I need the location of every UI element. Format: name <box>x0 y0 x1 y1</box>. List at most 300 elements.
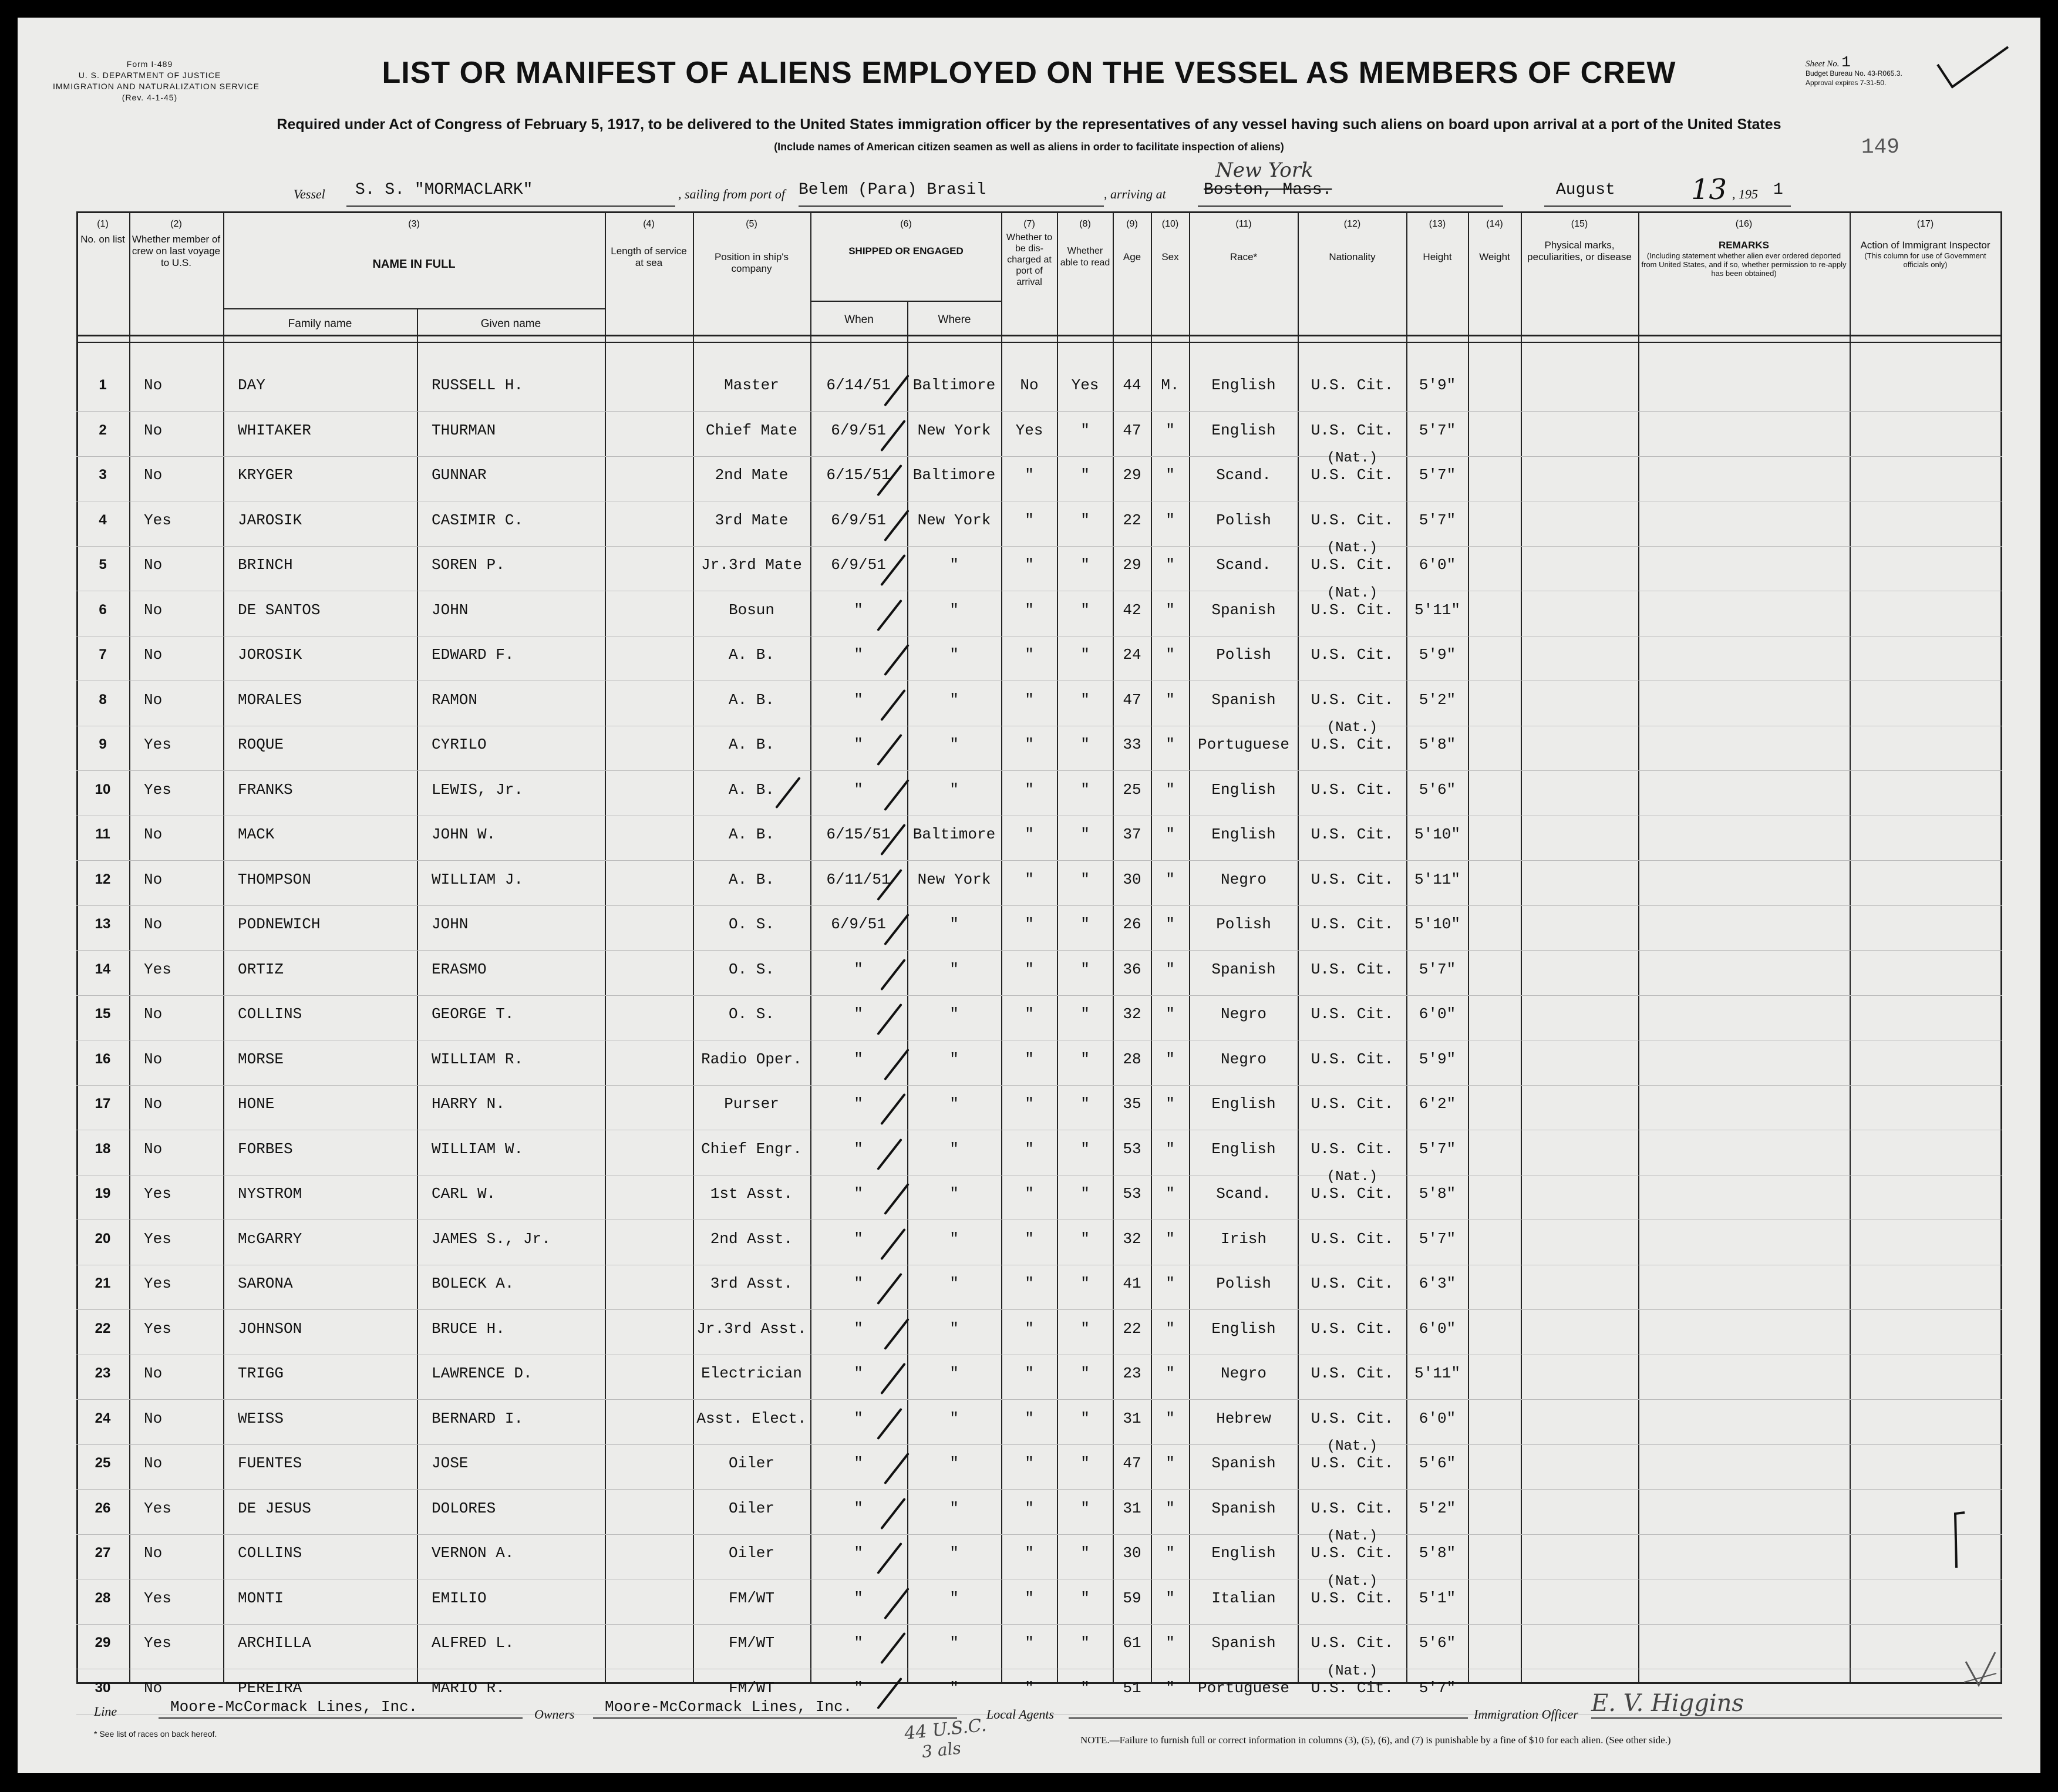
cell-sex: " <box>1166 1275 1175 1292</box>
cell-position: A. B. <box>728 736 774 753</box>
col-title: Nationality <box>1329 251 1376 262</box>
row-number: 22 <box>95 1320 111 1336</box>
cell-race: Spanish <box>1211 1499 1276 1517</box>
cell-member: No <box>144 826 163 843</box>
manifest-table <box>76 211 2002 1697</box>
cell-race: Spanish <box>1211 1454 1276 1472</box>
cell-height: 5'9" <box>1419 376 1456 394</box>
cell-nationality: U.S. Cit. <box>1311 870 1394 888</box>
cell-when: " <box>854 1185 863 1202</box>
cell-given-name: WILLIAM W. <box>432 1140 524 1158</box>
cell-age: 59 <box>1123 1589 1141 1607</box>
cell-able-read: " <box>1080 736 1090 753</box>
cell-where: " <box>949 1454 959 1472</box>
row-number: 19 <box>95 1185 111 1201</box>
cell-when: " <box>854 1275 863 1292</box>
cell-able-read: " <box>1080 1005 1090 1023</box>
cell-height: 5'6" <box>1419 1454 1456 1472</box>
cell-able-read: " <box>1080 915 1090 933</box>
cell-height: 6'0" <box>1419 556 1456 574</box>
footnote: * See list of races on back hereof. <box>94 1729 217 1739</box>
cell-nat-prefix: (Nat.) <box>1326 720 1378 736</box>
cell-height: 6'0" <box>1419 1005 1456 1023</box>
cell-position: Purser <box>724 1095 779 1113</box>
cell-given-name: CARL W. <box>432 1185 496 1202</box>
check-mark <box>1932 41 2014 94</box>
cell-member: No <box>144 1679 163 1697</box>
col-title: NAME IN FULL <box>372 258 456 271</box>
col-title: No. on list <box>80 234 125 245</box>
col-header-position <box>694 218 809 275</box>
cell-able-read: " <box>1080 870 1090 888</box>
cell-race: Spanish <box>1211 690 1276 709</box>
cell-sex: " <box>1166 1365 1175 1382</box>
cell-race: Negro <box>1220 1005 1267 1023</box>
cell-age: 32 <box>1123 1230 1141 1248</box>
cell-position: Master <box>724 376 779 394</box>
col-title: Height <box>1423 251 1452 262</box>
cell-able-read: " <box>1080 1185 1090 1202</box>
cell-given-name: BOLECK A. <box>432 1275 514 1292</box>
cell-nationality: U.S. Cit. <box>1311 601 1394 619</box>
cell-member: No <box>144 1050 163 1068</box>
cell-age: 53 <box>1123 1140 1141 1158</box>
cell-given-name: DOLORES <box>432 1499 496 1517</box>
cell-family-name: PODNEWICH <box>238 915 321 933</box>
cell-sex: " <box>1166 780 1175 799</box>
cell-when: " <box>854 1230 863 1248</box>
cell-able-read: " <box>1080 826 1090 843</box>
cell-member: No <box>144 1454 163 1472</box>
cell-position: Oiler <box>728 1454 774 1472</box>
form-id-line: Form I-489 <box>126 59 173 69</box>
cell-height: 5'8" <box>1419 1544 1456 1562</box>
cell-age: 31 <box>1123 1409 1141 1427</box>
cell-position: A. B. <box>728 690 774 709</box>
cell-family-name: MORSE <box>238 1050 284 1068</box>
cell-sex: M. <box>1161 376 1180 394</box>
col-title: Whether to be dis-charged at port of arrival <box>1006 233 1053 287</box>
cell-family-name: ORTIZ <box>238 960 284 978</box>
cell-discharged: " <box>1025 780 1034 799</box>
cell-position: FM/WT <box>728 1634 774 1652</box>
cell-family-name: FUENTES <box>238 1454 302 1472</box>
cell-family-name: WEISS <box>238 1409 284 1427</box>
cell-age: 31 <box>1123 1499 1141 1517</box>
cell-member: Yes <box>144 736 171 753</box>
cell-height: 5'10" <box>1414 826 1460 843</box>
cell-height: 6'0" <box>1419 1409 1456 1427</box>
cell-race: English <box>1211 1095 1276 1113</box>
cell-given-name: RUSSELL H. <box>432 376 524 394</box>
cell-nat-prefix: (Nat.) <box>1326 1528 1378 1544</box>
col-divider <box>907 301 908 1682</box>
cell-given-name: THURMAN <box>432 421 496 439</box>
cell-when: 6/9/51 <box>831 421 886 439</box>
cell-given-name: CYRILO <box>432 736 487 753</box>
cell-nationality: U.S. Cit. <box>1311 1499 1394 1517</box>
cell-height: 5'7" <box>1419 1679 1456 1697</box>
cell-where: " <box>949 1275 959 1292</box>
col-header-weight <box>1469 218 1520 263</box>
cell-able-read: " <box>1080 780 1090 799</box>
cell-sex: " <box>1166 915 1175 933</box>
cell-family-name: KRYGER <box>238 466 293 484</box>
cell-race: Scand. <box>1216 1185 1271 1202</box>
row-separator <box>76 860 2002 861</box>
cell-nationality: U.S. Cit. <box>1311 1275 1394 1292</box>
cell-when: 6/9/51 <box>831 915 886 933</box>
cell-race: Negro <box>1220 870 1267 888</box>
cell-where: " <box>949 736 959 753</box>
cell-family-name: ROQUE <box>238 736 284 753</box>
col-divider <box>1850 211 1851 1682</box>
cell-position: 1st Asst. <box>710 1185 793 1202</box>
cell-sex: " <box>1166 826 1175 843</box>
cell-height: 5'7" <box>1419 466 1456 484</box>
line-label: Line <box>94 1704 117 1719</box>
hand-note: 3 als <box>921 1738 962 1762</box>
row-number: 27 <box>95 1545 111 1561</box>
cell-sex: " <box>1166 690 1175 709</box>
cell-nationality: U.S. Cit. <box>1311 1365 1394 1382</box>
cell-member: Yes <box>144 780 171 799</box>
cell-race: English <box>1211 1140 1276 1158</box>
cell-position: A. B. <box>728 826 774 843</box>
col-header-remarks <box>1639 218 1848 278</box>
cell-member: No <box>144 1409 163 1427</box>
col-subtitle: (This column for use of Government officials only) <box>1864 251 1986 269</box>
cell-when: 6/9/51 <box>831 511 886 529</box>
col-header-name <box>224 218 604 270</box>
handwritten-bracket <box>1949 1509 1973 1574</box>
cell-where: " <box>949 960 959 978</box>
col-header-action <box>1851 218 2000 269</box>
cell-age: 30 <box>1123 870 1141 888</box>
col-number: (11) <box>1235 219 1252 229</box>
cell-when: " <box>854 1140 863 1158</box>
cell-able-read: " <box>1080 1589 1090 1607</box>
owners-label: Owners <box>534 1707 575 1722</box>
year-suffix: 1 <box>1773 181 1783 199</box>
cell-nationality: U.S. Cit. <box>1311 1319 1394 1338</box>
cell-age: 61 <box>1123 1634 1141 1652</box>
cell-nat-prefix: (Nat.) <box>1326 1573 1378 1589</box>
col-number: (1) <box>97 219 109 229</box>
cell-height: 5'9" <box>1419 646 1456 663</box>
col-number: (12) <box>1343 219 1361 229</box>
col-number: (4) <box>643 219 655 229</box>
form-id-line: (Rev. 4-1-45) <box>122 93 178 102</box>
cell-when: " <box>854 780 863 799</box>
cell-when: " <box>854 1499 863 1517</box>
arrival-port-handwritten: New York <box>1215 159 1313 182</box>
row-number: 14 <box>95 961 111 977</box>
row-number: 8 <box>99 691 107 708</box>
agents-underline <box>1069 1717 1468 1719</box>
col-header-where: Where <box>938 314 971 326</box>
cell-nationality: U.S. Cit. <box>1311 1050 1394 1068</box>
cell-discharged: " <box>1025 511 1034 529</box>
row-separator <box>76 950 2002 951</box>
note-text: NOTE.—Failure to furnish full or correct information in columns (3), (5), (6), and (7) is punishable by a fine of $10 for each alien. (See other side.) <box>1080 1734 1671 1746</box>
cell-position: Jr.3rd Mate <box>701 556 802 574</box>
row-number: 12 <box>95 871 111 887</box>
cell-sex: " <box>1166 736 1175 753</box>
cell-age: 29 <box>1123 556 1141 574</box>
officer-label: Immigration Officer <box>1474 1707 1578 1722</box>
cell-where: " <box>949 556 959 574</box>
port-underline <box>799 206 1104 207</box>
cell-able-read: " <box>1080 690 1090 709</box>
cell-member: No <box>144 1095 163 1113</box>
officer-signature: E. V. Higgins <box>1591 1690 1744 1717</box>
cell-nationality: U.S. Cit. <box>1311 511 1394 529</box>
hand-note: 44 U.S.C. <box>903 1714 988 1744</box>
row-number: 2 <box>99 422 107 438</box>
cell-age: 29 <box>1123 466 1141 484</box>
cell-race: English <box>1211 1544 1276 1562</box>
cell-when: " <box>854 736 863 753</box>
cell-member: Yes <box>144 1589 171 1607</box>
cell-age: 47 <box>1123 690 1141 709</box>
col-title: Position in ship's company <box>714 251 789 274</box>
cell-height: 5'8" <box>1419 736 1456 753</box>
date-underline <box>1544 206 1791 207</box>
cell-member: No <box>144 915 163 933</box>
vessel-label: Vessel <box>294 187 325 201</box>
sheet-number: 1 <box>1841 53 1851 71</box>
cell-position: Chief Engr. <box>701 1140 802 1158</box>
col-number: (2) <box>170 219 182 229</box>
col-header-nationality <box>1299 218 1406 263</box>
handwritten-mark <box>1961 1650 2002 1691</box>
cell-sex: " <box>1166 646 1175 663</box>
cell-position: O. S. <box>728 915 774 933</box>
row-number: 17 <box>95 1096 111 1111</box>
owners-underline <box>593 1717 957 1719</box>
cell-family-name: TRIGG <box>238 1365 284 1382</box>
cell-when: " <box>854 1005 863 1023</box>
cell-when: " <box>854 601 863 619</box>
cell-discharged: " <box>1025 826 1034 843</box>
subtitle-note: (Include names of American citizen seamen as well as aliens in order to facilitate inspection of aliens) <box>774 141 1284 153</box>
cell-family-name: COLLINS <box>238 1544 302 1562</box>
cell-family-name: COLLINS <box>238 1005 302 1023</box>
row-number: 29 <box>95 1635 111 1650</box>
col-title: Action of Immigrant Inspector <box>1860 240 1990 251</box>
row-number: 13 <box>95 916 111 932</box>
cell-discharged: " <box>1025 1095 1034 1113</box>
cell-age: 47 <box>1123 421 1141 439</box>
cell-able-read: " <box>1080 1499 1090 1517</box>
cell-nationality: U.S. Cit. <box>1311 780 1394 799</box>
cell-age: 23 <box>1123 1365 1141 1382</box>
cell-where: " <box>949 1365 959 1382</box>
cell-discharged: " <box>1025 1409 1034 1427</box>
cell-race: Portuguese <box>1197 736 1290 753</box>
cell-sex: " <box>1166 1050 1175 1068</box>
cell-height: 5'7" <box>1419 1230 1456 1248</box>
cell-able-read: " <box>1080 646 1090 663</box>
cell-given-name: BRUCE H. <box>432 1319 505 1338</box>
cell-race: English <box>1211 826 1276 843</box>
cell-family-name: DE SANTOS <box>238 601 321 619</box>
cell-discharged: " <box>1025 1679 1034 1697</box>
cell-age: 24 <box>1123 646 1141 663</box>
cell-given-name: RAMON <box>432 690 478 709</box>
cell-nationality: U.S. Cit. <box>1311 421 1394 439</box>
cell-age: 36 <box>1123 960 1141 978</box>
cell-member: No <box>144 1005 163 1023</box>
cell-family-name: McGARRY <box>238 1230 302 1248</box>
cell-sex: " <box>1166 1544 1175 1562</box>
cell-discharged: " <box>1025 1140 1034 1158</box>
cell-race: Spanish <box>1211 960 1276 978</box>
cell-able-read: " <box>1080 1365 1090 1382</box>
cell-given-name: HARRY N. <box>432 1095 505 1113</box>
cell-nationality: U.S. Cit. <box>1311 960 1394 978</box>
cell-member: Yes <box>144 1499 171 1517</box>
col-title: Race* <box>1230 251 1258 262</box>
cell-race: English <box>1211 376 1276 394</box>
col-header-read <box>1058 218 1112 269</box>
row-number: 26 <box>95 1500 111 1516</box>
cell-given-name: GUNNAR <box>432 466 487 484</box>
cell-given-name: JOHN W. <box>432 826 496 843</box>
row-separator <box>76 905 2002 906</box>
cell-race: Negro <box>1220 1365 1267 1382</box>
cell-race: English <box>1211 421 1276 439</box>
cell-family-name: DE JESUS <box>238 1499 311 1517</box>
cell-given-name: WILLIAM J. <box>432 870 524 888</box>
row-separator <box>76 1624 2002 1625</box>
cell-able-read: " <box>1080 1454 1090 1472</box>
cell-nationality: U.S. Cit. <box>1311 1679 1394 1697</box>
cell-age: 42 <box>1123 601 1141 619</box>
cell-nationality: U.S. Cit. <box>1311 1409 1394 1427</box>
cell-family-name: JOHNSON <box>238 1319 302 1338</box>
cell-where: " <box>949 1544 959 1562</box>
cell-where: " <box>949 1230 959 1248</box>
name-subheader-divider <box>223 308 605 309</box>
col-divider <box>223 211 224 1682</box>
cell-member: Yes <box>144 1634 171 1652</box>
cell-discharged: " <box>1025 690 1034 709</box>
cell-age: 41 <box>1123 1275 1141 1292</box>
col-title: REMARKS <box>1719 240 1769 251</box>
cell-discharged: " <box>1025 556 1034 574</box>
cell-when: " <box>854 1589 863 1607</box>
cell-discharged: " <box>1025 1454 1034 1472</box>
cell-age: 35 <box>1123 1095 1141 1113</box>
cell-age: 53 <box>1123 1185 1141 1202</box>
col-header-family: Family name <box>288 318 352 330</box>
cell-discharged: " <box>1025 646 1034 663</box>
col-divider <box>1521 211 1522 1682</box>
cell-family-name: BRINCH <box>238 556 293 574</box>
cell-sex: " <box>1166 421 1175 439</box>
sailing-label: , sailing from port of <box>678 187 785 201</box>
col-number: (13) <box>1429 219 1446 229</box>
cell-sex: " <box>1166 960 1175 978</box>
col-number: (7) <box>1023 219 1035 229</box>
cell-height: 5'7" <box>1419 960 1456 978</box>
cell-sex: " <box>1166 1230 1175 1248</box>
cell-position: 3rd Mate <box>715 511 789 529</box>
cell-member: No <box>144 1140 163 1158</box>
col-title: SHIPPED OR ENGAGED <box>848 245 964 257</box>
cell-where: " <box>949 1185 959 1202</box>
cell-where: " <box>949 1499 959 1517</box>
cell-discharged: " <box>1025 1319 1034 1338</box>
col-header-sex <box>1152 218 1188 263</box>
cell-member: No <box>144 1544 163 1562</box>
cell-discharged: " <box>1025 1589 1034 1607</box>
cell-when: " <box>854 1319 863 1338</box>
col-title: Length of service at sea <box>611 245 687 268</box>
cell-discharged: " <box>1025 960 1034 978</box>
col-title: Physical marks, peculiarities, or disease <box>1527 240 1632 262</box>
cell-sex: " <box>1166 1679 1175 1697</box>
cell-family-name: THOMPSON <box>238 870 311 888</box>
cell-when: " <box>854 690 863 709</box>
cell-given-name: CASIMIR C. <box>432 511 524 529</box>
manifest-sheet <box>18 18 2040 1773</box>
arriving-label: , arriving at <box>1104 187 1166 201</box>
cell-position: 2nd Asst. <box>710 1230 793 1248</box>
cell-position: Bosun <box>728 601 774 619</box>
cell-age: 32 <box>1123 1005 1141 1023</box>
col-divider <box>605 211 606 1682</box>
cell-height: 5'10" <box>1414 915 1460 933</box>
cell-sex: " <box>1166 601 1175 619</box>
cell-nationality: U.S. Cit. <box>1311 736 1394 753</box>
cell-discharged: " <box>1025 1634 1034 1652</box>
cell-race: Polish <box>1216 511 1271 529</box>
cell-family-name: PEREIRA <box>238 1679 302 1697</box>
arrival-port-struck: Boston, Mass. <box>1204 181 1332 199</box>
cell-height: 5'2" <box>1419 1499 1456 1517</box>
cell-member: Yes <box>144 511 171 529</box>
cell-able-read: " <box>1080 1050 1090 1068</box>
cell-age: 47 <box>1123 1454 1141 1472</box>
cell-race: Scand. <box>1216 556 1271 574</box>
row-number: 23 <box>95 1365 111 1381</box>
col-header-member <box>130 218 222 269</box>
cell-sex: " <box>1166 466 1175 484</box>
col-title: Whether member of crew on last voyage to U.S. <box>132 234 221 268</box>
cell-member: Yes <box>144 1319 171 1338</box>
cell-position: FM/WT <box>728 1679 774 1697</box>
col-number: (6) <box>900 219 912 229</box>
cell-nationality: U.S. Cit. <box>1311 915 1394 933</box>
row-separator <box>76 456 2002 457</box>
cell-able-read: " <box>1080 421 1090 439</box>
vessel-name: S. S. "MORMACLARK" <box>355 181 533 199</box>
subtitle: Required under Act of Congress of February 5, 1917, to be delivered to the United States immigration officer by the representatives of any vessel having such aliens on board upon arrival at a port of the United States <box>277 116 1781 133</box>
cell-able-read: " <box>1080 1230 1090 1248</box>
cell-age: 51 <box>1123 1679 1141 1697</box>
cell-discharged: " <box>1025 1275 1034 1292</box>
cell-given-name: BERNARD I. <box>432 1409 524 1427</box>
cell-position: O. S. <box>728 960 774 978</box>
cell-where: Baltimore <box>912 376 996 394</box>
cell-position: A. B. <box>728 870 774 888</box>
cell-race: Scand. <box>1216 466 1271 484</box>
cell-discharged: " <box>1025 1185 1034 1202</box>
cell-position: Oiler <box>728 1544 774 1562</box>
